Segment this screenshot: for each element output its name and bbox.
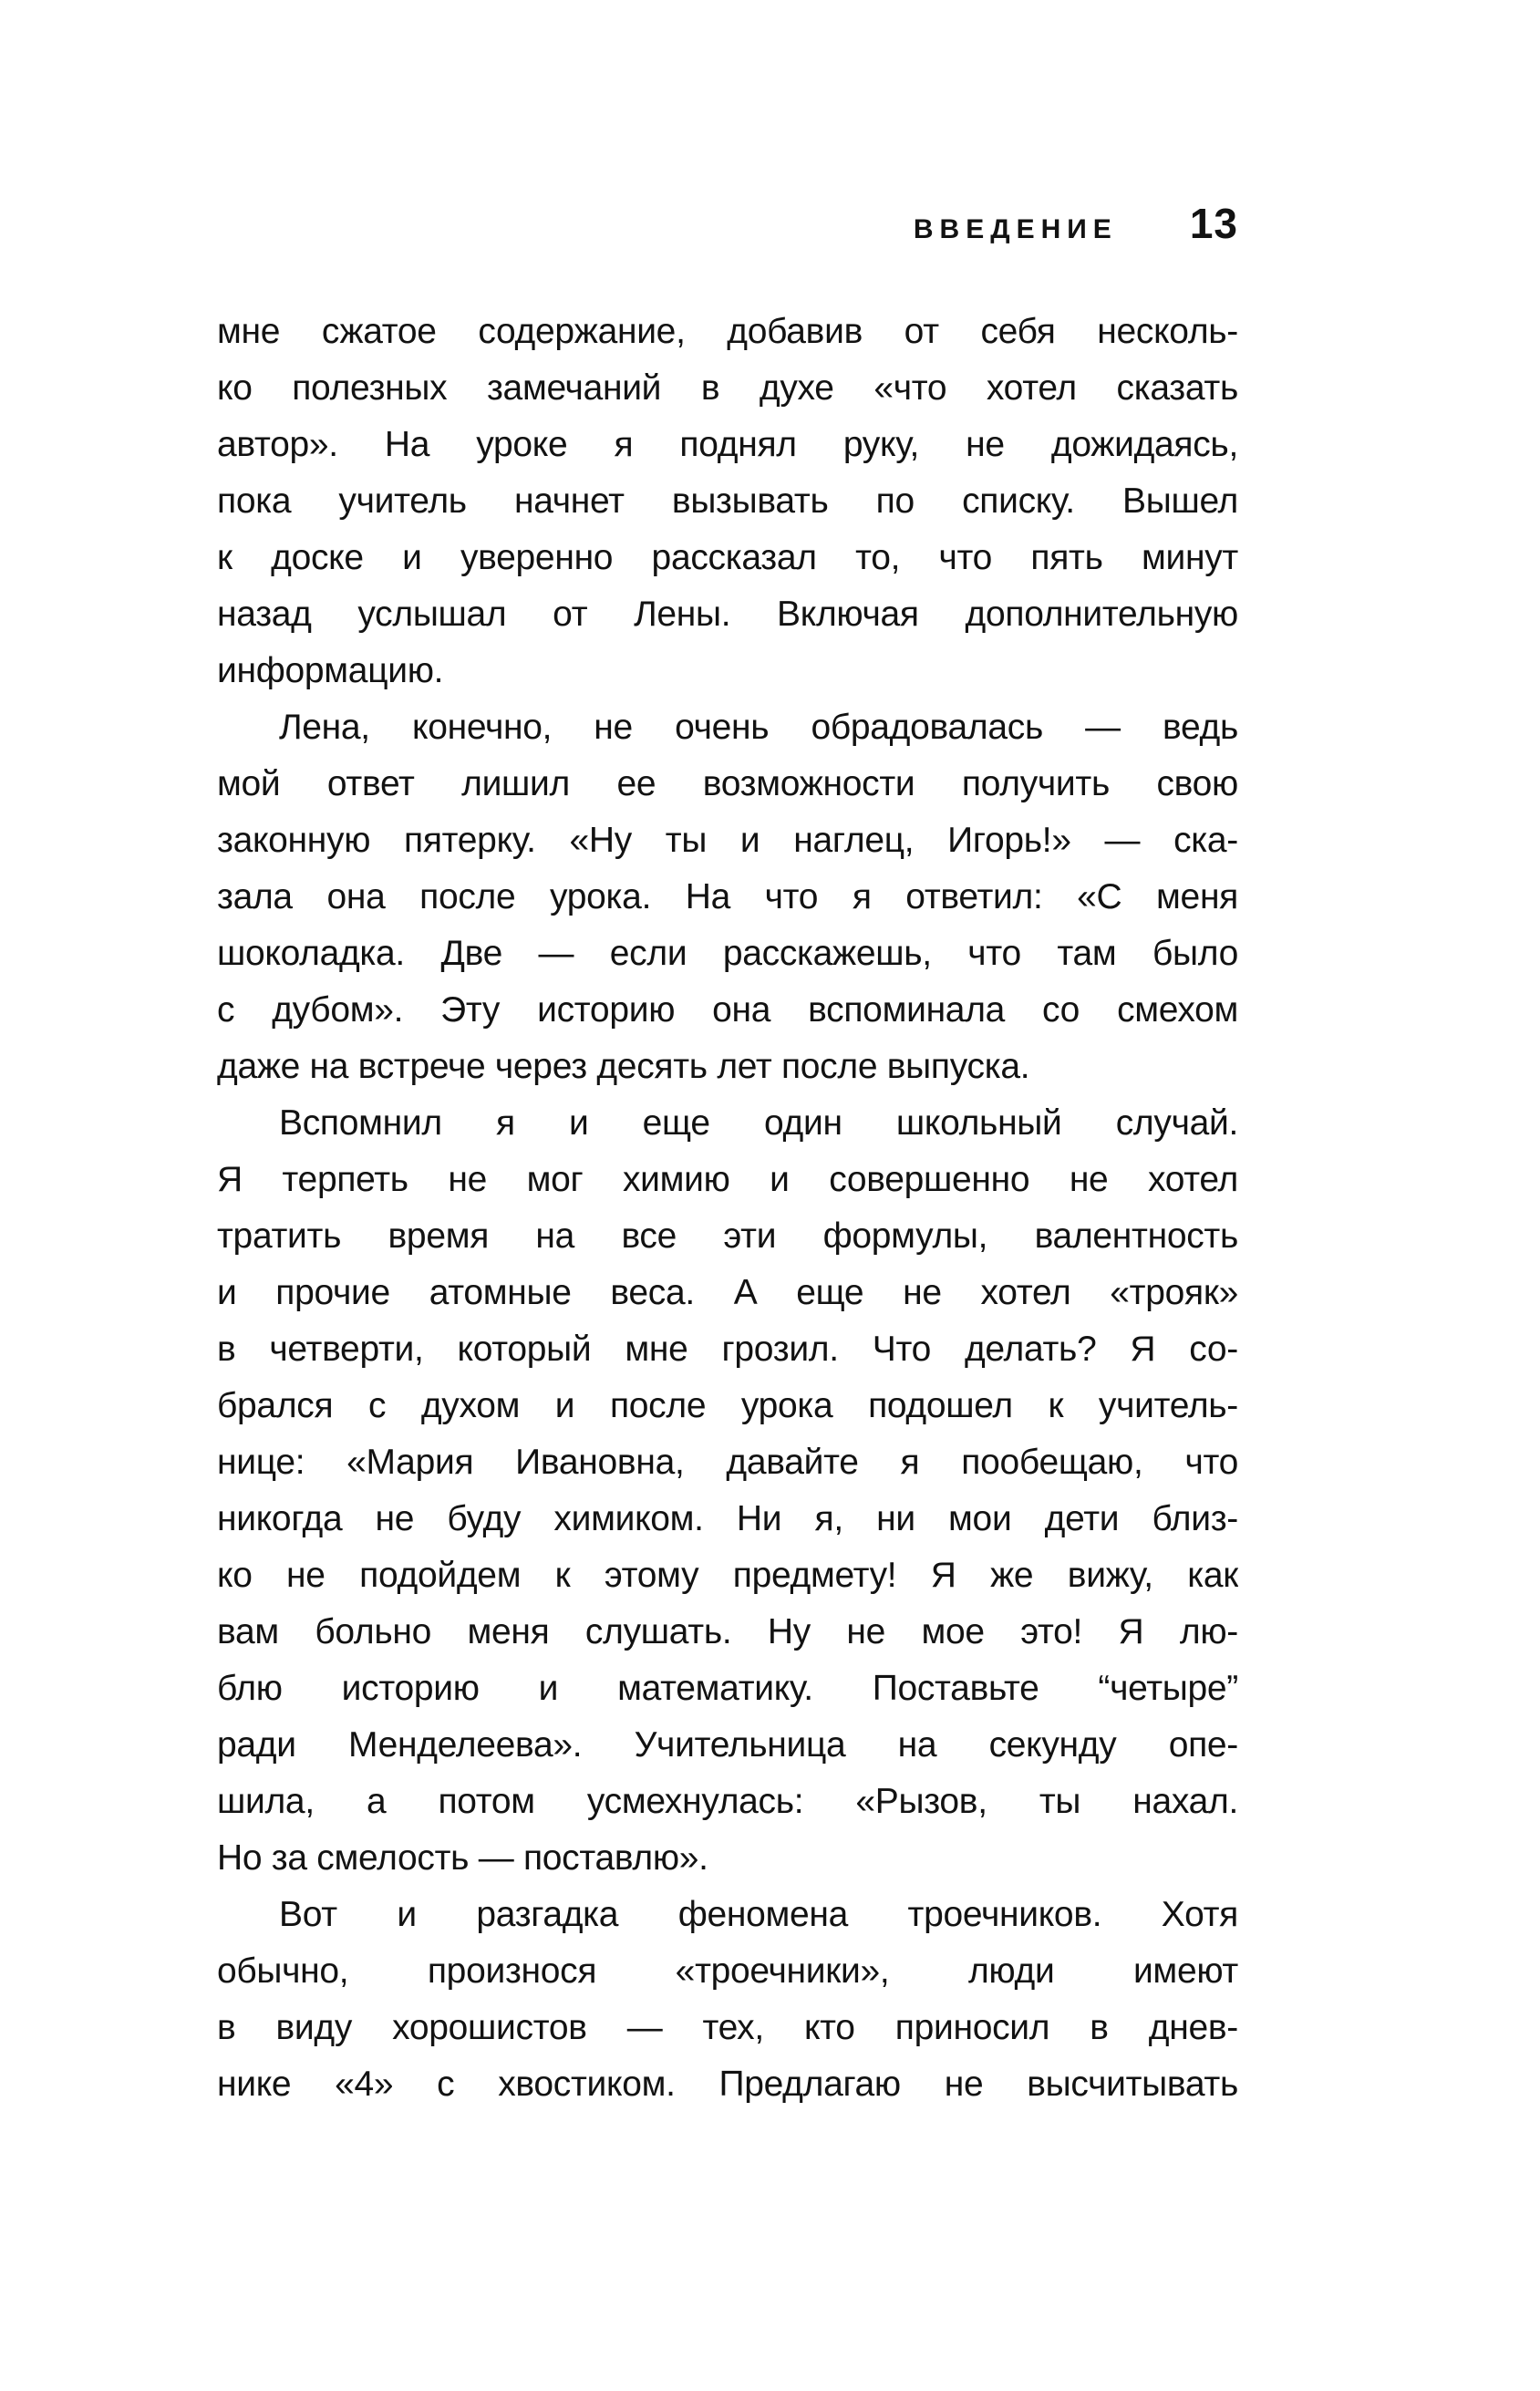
text-line: Я терпеть не мог химию и совершенно не хотел (217, 1160, 1238, 1199)
text-line: шоколадка. Две — если расскажешь, что там было (217, 934, 1238, 973)
text-line: Вспомнил я и еще один школьный случай. (279, 1103, 1238, 1143)
text-line: в виду хорошистов — тех, кто приносил в днев- (217, 2008, 1238, 2047)
running-head (914, 199, 1238, 248)
text-line: ко полезных замечаний в духе «что хотел сказать (217, 368, 1238, 408)
text-line: законную пятерку. «Ну ты и наглец, Игорь!» — ска- (217, 821, 1238, 860)
text-line: мне сжатое содержание, добавив от себя несколь- (217, 312, 1238, 351)
page-number: 13 (1189, 200, 1238, 247)
text-line: Но за смелость — поставлю». (217, 1838, 708, 1878)
text-line: шила, а потом усмехнулась: «Рызов, ты нахал. (217, 1782, 1238, 1821)
text-line: брался с духом и после урока подошел к учитель- (217, 1386, 1238, 1425)
text-line: зала она после урока. На что я ответил: «С меня (217, 877, 1238, 916)
text-line: тратить время на все эти формулы, валентность (217, 1216, 1238, 1256)
text-line: и прочие атомные веса. А еще не хотел «трояк» (217, 1273, 1238, 1312)
text-line: с дубом». Эту историю она вспоминала со смехом (217, 990, 1238, 1030)
text-line: информацию. (217, 651, 444, 690)
text-line: нице: «Мария Ивановна, давайте я пообещаю, что (217, 1443, 1238, 1482)
text-line: автор». На уроке я поднял руку, не дожидаясь, (217, 425, 1238, 464)
text-line: Лена, конечно, не очень обрадовалась — ведь (279, 708, 1238, 747)
text-line: пока учитель начнет вызывать по списку. Вышел (217, 481, 1238, 521)
body-text (217, 304, 1238, 2113)
text-line: даже на встрече через десять лет после выпуска. (217, 1047, 1030, 1086)
text-line: к доске и уверенно рассказал то, что пять минут (217, 538, 1238, 577)
text-line: назад услышал от Лены. Включая дополнительную (217, 595, 1238, 634)
text-line: мой ответ лишил ее возможности получить свою (217, 764, 1238, 803)
text-line: никогда не буду химиком. Ни я, ни мои дети близ- (217, 1499, 1238, 1538)
text-line: Вот и разгадка феномена троечников. Хотя (279, 1895, 1238, 1934)
text-line: в четверти, который мне грозил. Что делать? Я со- (217, 1330, 1238, 1369)
chapter-title: ВВЕДЕНИЕ (913, 214, 1118, 244)
text-line: блю историю и математику. Поставьте “четыре” (217, 1669, 1238, 1708)
text-line: нике «4» с хвостиком. Предлагаю не высчитывать (217, 2065, 1238, 2104)
text-line: обычно, произнося «троечники», люди имеют (217, 1951, 1238, 1991)
text-line: ко не подойдем к этому предмету! Я же вижу, как (217, 1556, 1238, 1595)
text-line: вам больно меня слушать. Ну не мое это! Я лю- (217, 1612, 1238, 1651)
text-line: ради Менделеева». Учительница на секунду опе- (217, 1725, 1238, 1765)
